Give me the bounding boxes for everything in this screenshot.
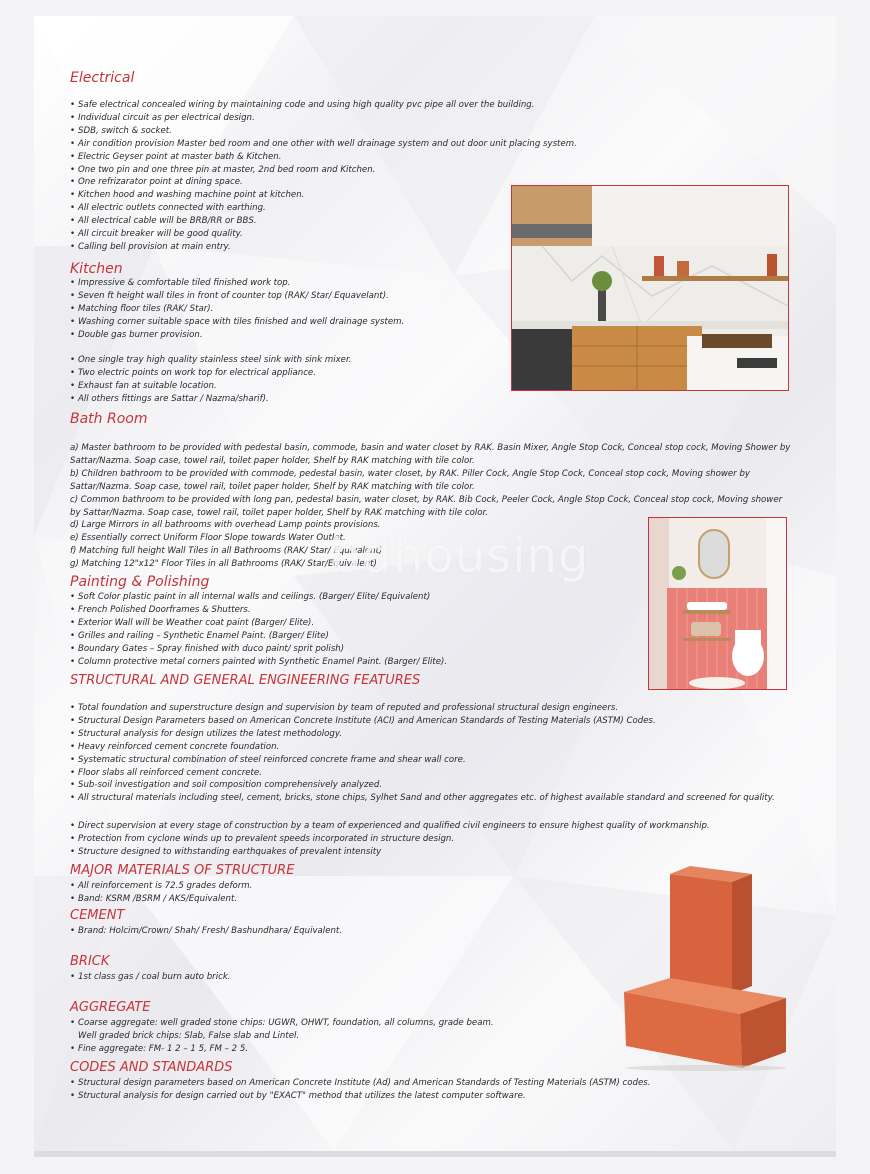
list-item: • Coarse aggregate: well graded stone chips: UGWR, OHWT, foundation, all columns, grade beam. <box>70 1017 494 1030</box>
list-item: • Direct supervision at every stage of construction by a team of experienced and qualified civil engineers to ensure highest quality of workmanship. <box>70 820 710 833</box>
list-item: • Kitchen hood and washing machine point at kitchen. <box>70 189 577 202</box>
list-item: • Two electric points on work top for electrical appliance. <box>70 367 351 380</box>
list-item: • Soft Color plastic paint in all internal walls and ceilings. (Barger/ Elite/ Equivalent) <box>70 591 447 604</box>
painting-list <box>70 591 447 668</box>
list-item: • Brand: Holcim/Crown/ Shah/ Fresh/ Bashundhara/ Equivalent. <box>70 925 342 938</box>
bathroom-line: Sattar/Nazma. Soap case, towel rail, toilet paper holder, Shelf by RAK matching with tile color. <box>70 481 475 492</box>
list-item: • All circuit breaker will be good quality. <box>70 228 577 241</box>
list-item: • Individual circuit as per electrical design. <box>70 112 577 125</box>
list-item: • Sub-soil investigation and soil composition comprehensively analyzed. <box>70 779 775 792</box>
footer-bar <box>34 1151 836 1157</box>
list-item: • Systematic structural combination of steel reinforced concrete frame and shear wall core. <box>70 754 775 767</box>
list-item: • Column protective metal corners painted with Synthetic Enamel Paint. (Barger/ Elite). <box>70 656 447 669</box>
list-item: • All reinforcement is 72.5 grades deform. <box>70 880 252 893</box>
list-item: • SDB, switch & socket. <box>70 125 577 138</box>
list-item: • Safe electrical concealed wiring by maintaining code and using high quality pvc pipe all over the building. <box>70 99 577 112</box>
aggregate-heading: AGGREGATE <box>70 1000 151 1015</box>
list-item: • All electrical cable will be BRB/RR or BBS. <box>70 215 577 228</box>
list-item: • Band: KSRM /BSRM / AKS/Equivalent. <box>70 893 252 906</box>
list-item: • Exterior Wall will be Weather coat paint (Barger/ Elite). <box>70 617 447 630</box>
bathroom-line: c) Common bathroom to be provided with long pan, pedestal basin, water closet, by RAK. Bib Cock, Peeler Cock, Angle Stop Cock, Conceal stop cock, Moving shower <box>70 494 783 505</box>
bathroom-line: by Sattar/Nazma. Soap case, towel rail, toilet paper holder, Shelf by RAK matching with tile color. <box>70 507 489 518</box>
major-materials-list <box>70 880 252 906</box>
list-item: • Fine aggregate: FM- 1 2 – 1 5, FM – 2 5. <box>70 1043 494 1056</box>
kitchen-list <box>70 277 404 342</box>
bathroom-line: d) Large Mirrors in all bathrooms with overhead Lamp points provisions. <box>70 520 381 531</box>
bathroom-line: Sattar/Nazma. Soap case, towel rail, toilet paper holder, Shelf by RAK matching with tile color. <box>70 455 475 466</box>
painting-heading: Painting & Polishing <box>70 574 210 590</box>
list-item: • French Polished Doorframes & Shutters. <box>70 604 447 617</box>
list-item: • Boundary Gates – Spray finished with duco paint/ sprit polish) <box>70 643 447 656</box>
list-item: • Impressive & comfortable tiled finished work top. <box>70 277 404 290</box>
kitchen-photo <box>511 185 789 391</box>
structural-heading: STRUCTURAL AND GENERAL ENGINEERING FEATURES <box>70 673 421 688</box>
list-item: • Electric Geyser point at master bath & Kitchen. <box>70 151 577 164</box>
structural-list <box>70 702 775 805</box>
list-item: • Seven ft height wall tiles in front of counter top (RAK/ Star/ Equavelant). <box>70 290 404 303</box>
bricks-illustration <box>610 862 790 1072</box>
aggregate-list <box>70 1017 494 1056</box>
cement-list <box>70 925 342 938</box>
bathroom-photo <box>648 517 787 690</box>
list-item: • Double gas burner provision. <box>70 329 404 342</box>
list-item: • All structural materials including steel, cement, bricks, stone chips, Sylhet Sand and other aggregates etc. of highest available standard and screened for quality. <box>70 792 775 805</box>
codes-list <box>70 1077 650 1103</box>
list-item: • Washing corner suitable space with tiles finished and well drainage system. <box>70 316 404 329</box>
list-item: • Calling bell provision at main entry. <box>70 241 577 254</box>
list-item: • One two pin and one three pin at master, 2nd bed room and Kitchen. <box>70 164 577 177</box>
major-materials-heading: MAJOR MATERIALS OF STRUCTURE <box>70 863 295 878</box>
list-item: • All others fittings are Sattar / Nazma/sharif). <box>70 393 351 406</box>
electrical-heading: Electrical <box>70 70 135 86</box>
list-item: • Matching floor tiles (RAK/ Star). <box>70 303 404 316</box>
list-item: • 1st class gas / coal burn auto brick. <box>70 971 231 984</box>
codes-heading: CODES AND STANDARDS <box>70 1060 233 1075</box>
list-item: • Floor slabs all reinforced cement concrete. <box>70 767 775 780</box>
list-item: • One refrizarator point at dining space. <box>70 176 577 189</box>
list-item: • Structural Design Parameters based on American Concrete Institute (ACI) and American Standards of Testing Materials (ASTM) Codes. <box>70 715 775 728</box>
list-item: • Structure designed to withstanding earthquakes of prevalent intensity <box>70 846 710 859</box>
list-item: • One single tray high quality stainless steel sink with sink mixer. <box>70 354 351 367</box>
cement-heading: CEMENT <box>70 908 125 923</box>
list-item: Well graded brick chips: Slab, False slab and Lintel. <box>78 1030 300 1041</box>
list-item: • Total foundation and superstructure design and supervision by team of reputed and professional structural design engineers. <box>70 702 775 715</box>
kitchen-list-2 <box>70 354 351 406</box>
bathroom-heading: Bath Room <box>70 411 148 427</box>
list-item: • Structural analysis for design carried out by "EXACT" method that utilizes the latest computer software. <box>70 1090 650 1103</box>
structural-list-2 <box>70 820 710 859</box>
list-item: • All electric outlets connected with earthing. <box>70 202 577 215</box>
list-item: • Protection from cyclone winds up to prevalent speeds incorporated in structure design. <box>70 833 710 846</box>
bathroom-line: e) Essentially correct Uniform Floor Slope towards Water Outlet. <box>70 533 346 544</box>
brick-heading: BRICK <box>70 954 110 969</box>
list-item: • Heavy reinforced cement concrete foundation. <box>70 741 775 754</box>
electrical-list <box>70 99 577 254</box>
list-item: • Exhaust fan at suitable location. <box>70 380 351 393</box>
brick-list <box>70 971 231 984</box>
bathroom-line: b) Children bathroom to be provided with commode, pedestal basin, water closet, by RAK. Piller Cock, Angle Stop Cock, Conceal stop cock, Moving shower by <box>70 468 750 479</box>
list-item: • Air condition provision Master bed room and one other with well drainage system and out door unit placing system. <box>70 138 577 151</box>
bathroom-line: f) Matching full height Wall Tiles in all Bathrooms (RAK/ Star/ Equivalent) <box>70 546 383 557</box>
bathroom-line: g) Matching 12"x12" Floor Tiles in all Bathrooms (RAK/ Star/Equivalent) <box>70 559 377 570</box>
list-item: • Structural analysis for design utilizes the latest methodology. <box>70 728 775 741</box>
watermark: bdhousing <box>330 528 590 584</box>
list-item: • Grilles and railing – Synthetic Enamel Paint. (Barger/ Elite) <box>70 630 447 643</box>
kitchen-heading: Kitchen <box>70 261 123 277</box>
bathroom-line: a) Master bathroom to be provided with pedestal basin, commode, basin and water closet by RAK. Basin Mixer, Angle Stop Cock, Conceal stop cock, Moving Shower by <box>70 443 791 453</box>
list-item: • Structural design parameters based on American Concrete Institute (Ad) and American Standards of Testing Materials (ASTM) codes. <box>70 1077 650 1090</box>
